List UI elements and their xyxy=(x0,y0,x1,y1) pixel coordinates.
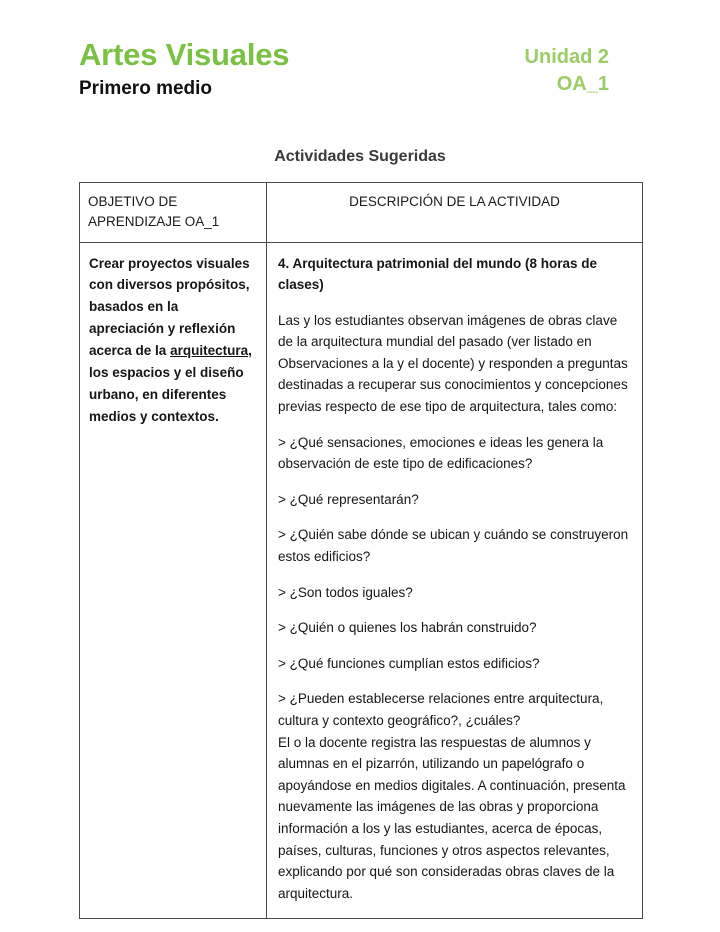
question-item: > ¿Quién sabe dónde se ubican y cuándo se construyeron estos edificios? xyxy=(278,527,629,565)
section-title: Actividades Sugeridas xyxy=(274,148,446,165)
question-item: > ¿Qué representarán? xyxy=(278,491,419,507)
unit-label: Unidad 2 xyxy=(524,46,609,68)
objective-cell xyxy=(80,242,267,919)
question-item: > ¿Qué funciones cumplían estos edificios? xyxy=(278,655,540,671)
header-left-group xyxy=(79,38,289,101)
column-header-objective: OBJETIVO DE APRENDIZAJE OA_1 xyxy=(80,183,267,243)
description-cell xyxy=(267,242,643,919)
table-row xyxy=(80,242,643,919)
objective-text-after: , los espacios y el diseño urbano, en diferentes medios y contextos. xyxy=(89,342,252,424)
subject-title: Artes Visuales xyxy=(79,37,290,72)
activity-heading: 4. Arquitectura patrimonial del mundo (8 horas de clases) xyxy=(278,255,598,293)
grade-subtitle: Primero medio xyxy=(79,77,213,99)
question-list xyxy=(278,432,629,732)
table-header-row xyxy=(80,183,643,243)
question-item: > ¿Son todos iguales? xyxy=(278,584,413,600)
objective-keyword-arquitectura: arquitectura xyxy=(170,342,249,358)
question-item: > ¿Quién o quienes los habrán construido? xyxy=(278,620,537,636)
activity-intro-paragraph: Las y los estudiantes observan imágenes de obras clave de la arquitectura mundial del pasado (ver listado en Observaciones a la y el docente) y responden a preguntas destinadas a recuperar sus conocimientos y concepciones previas respecto de ese tipo de arquitectura, tales como: xyxy=(278,312,628,415)
activity-closing-paragraph: El o la docente registra las respuestas de alumnos y alumnas en el pizarrón, utilizando un papelógrafo o apoyándose en medios digitales. A continuación, presenta nuevamente las imágenes de las obras y proporciona información a los y las estudiantes, acerca de épocas, países, culturas, funciones y otros aspectos relevantes, explicando por qué son consideradas obras claves de la arquitectura. xyxy=(278,734,626,901)
header-right-group xyxy=(525,38,609,98)
document-header xyxy=(79,38,609,101)
column-header-description: DESCRIPCIÓN DE LA ACTIVIDAD xyxy=(267,183,643,243)
activities-table xyxy=(79,182,643,919)
question-item: > ¿Qué sensaciones, emociones e ideas les genera la observación de este tipo de edificaciones? xyxy=(278,434,604,472)
question-item: > ¿Pueden establecerse relaciones entre arquitectura, cultura y contexto geográfico?, ¿cuáles? xyxy=(278,691,604,728)
oa-label: OA_1 xyxy=(556,73,609,95)
objective-text-before: Crear proyectos visuales con diversos propósitos, basados en la apreciación y reflexión acerca de la xyxy=(89,255,250,358)
